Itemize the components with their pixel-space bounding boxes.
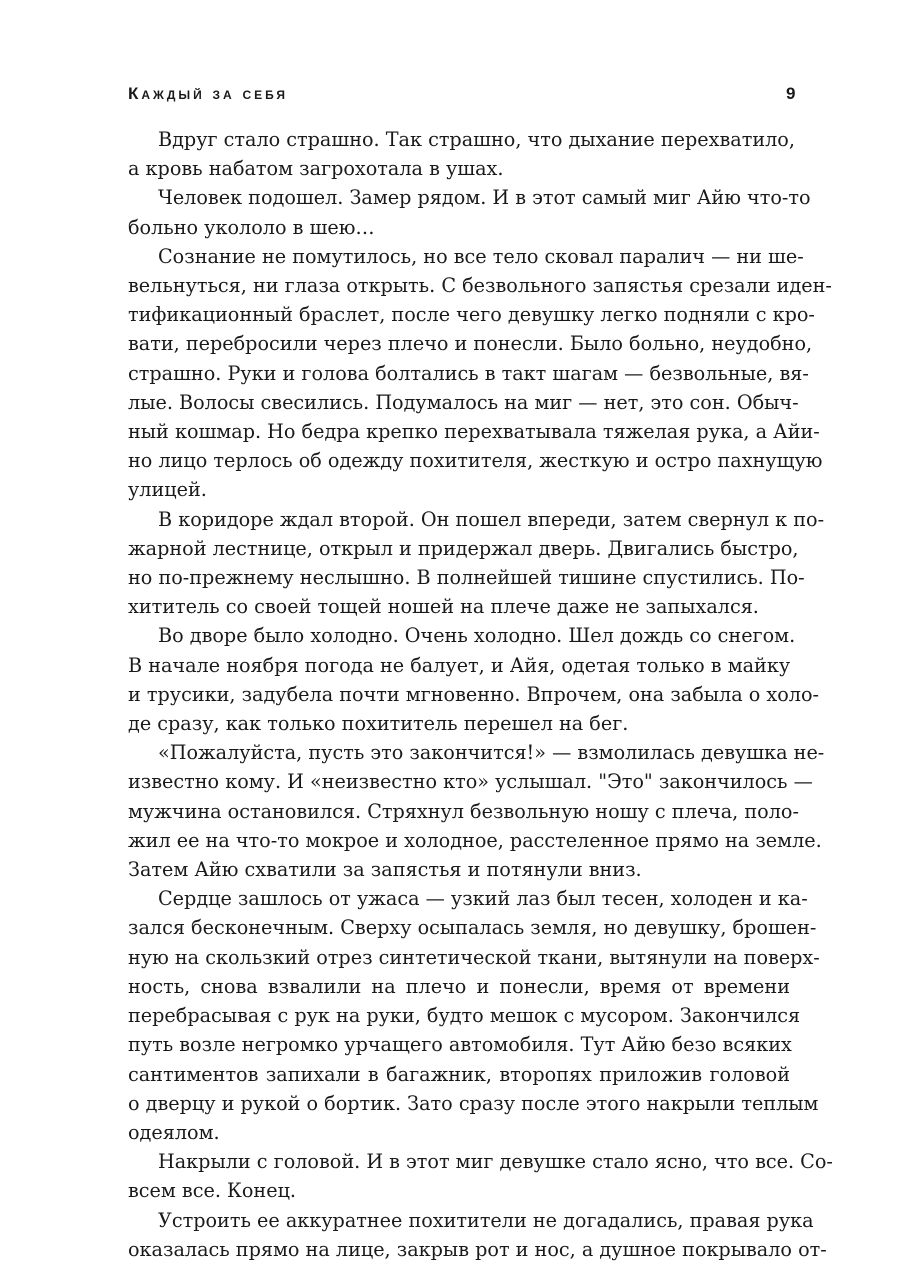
- text-line: перебрасывая с рук на руки, будто мешок с мусором. Закончился: [128, 1004, 801, 1028]
- paragraph: [128, 884, 820, 1147]
- text-line: путь возле негромко урчащего автомобиля. Тут Айю безо всяких: [128, 1033, 792, 1057]
- text-line: хититель со своей тощей ношей на плече даже не запыхался.: [128, 595, 759, 619]
- page-number: 9: [786, 84, 796, 103]
- text-line: ный кошмар. Но бедра крепко перехватывала тяжелая рука, а Айи-: [128, 420, 820, 444]
- paragraph: [128, 125, 795, 183]
- text-line: ную на скользкий отрез синтетической ткани, вытянули на поверх-: [128, 945, 820, 969]
- text-line: страшно. Руки и голова болтались в такт шагам — безвольные, вя-: [128, 361, 809, 385]
- text-line: всем все. Конец.: [128, 1179, 297, 1203]
- paragraph: [128, 1206, 827, 1264]
- text-line: одеялом.: [128, 1120, 220, 1144]
- text-line: и трусики, задубела почти мгновенно. Впрочем, она забыла о холо-: [128, 682, 820, 706]
- text-line: но по-прежнему неслышно. В полнейшей тишине спустились. По-: [128, 566, 805, 590]
- text-line: больно укололо в шею…: [128, 215, 375, 239]
- text-line: тификационный браслет, после чего девушку легко подняли с кро-: [128, 303, 815, 327]
- text-line: Во дворе было холодно. Очень холодно. Шел дождь со снегом.: [158, 624, 796, 648]
- body-text: [128, 125, 833, 1264]
- text-line: жарной лестнице, открыл и придержал дверь. Двигались быстро,: [128, 536, 799, 560]
- text-line: Вдруг стало страшно. Так страшно, что дыхание перехватило,: [158, 128, 795, 151]
- text-line: В коридоре ждал второй. Он пошел впереди, затем свернул к по-: [158, 507, 825, 531]
- text-line: мужчина остановился. Стряхнул безвольную ношу с плеча, поло-: [128, 799, 799, 823]
- text-line: известно кому. И «неизвестно кто» услышал. "Это" закончилось —: [128, 770, 813, 794]
- text-line: о дверцу и рукой о бортик. Зато сразу после этого накрыли теплым: [128, 1091, 819, 1115]
- text-line: ность, снова взвалили на плечо и понесли, время от времени: [128, 974, 790, 998]
- paragraph: [128, 183, 811, 241]
- text-line: Затем Айю схватили за запястья и потянули вниз.: [128, 858, 642, 882]
- text-line: Человек подошел. Замер рядом. И в этот самый миг Айю что-то: [158, 186, 811, 210]
- paragraph: [128, 738, 825, 884]
- text-line: Сердце зашлось от ужаса — узкий лаз был тесен, холоден и ка-: [158, 887, 808, 911]
- text-line: Сознание не помутилось, но все тело сковал паралич — ни ше-: [158, 244, 804, 268]
- paragraph: [128, 621, 820, 738]
- text-line: но лицо терлось об одежду похитителя, жесткую и остро пахнущую: [128, 449, 823, 473]
- text-line: Накрыли с головой. И в этот миг девушке стало ясно, что все. Со-: [158, 1150, 833, 1174]
- text-line: а кровь набатом загрохотала в ушах.: [128, 157, 504, 181]
- text-line: Устроить ее аккуратнее похитители не догадались, правая рука: [158, 1208, 814, 1232]
- text-line: оказалась прямо на лице, закрыв рот и нос, а душное покрывало от-: [128, 1237, 827, 1261]
- running-title: Каждый за себя: [128, 84, 289, 103]
- text-line: лые. Волосы свесились. Подумалось на миг — нет, это сон. Обыч-: [128, 390, 799, 414]
- paragraph: [128, 242, 832, 505]
- text-line: жил ее на что-то мокрое и холодное, расстеленное прямо на земле.: [128, 828, 822, 852]
- text-line: сантиментов запихали в багажник, второпях приложив головой: [128, 1062, 790, 1086]
- text-line: зался бесконечным. Сверху осыпалась земля, но девушку, брошен-: [128, 916, 817, 940]
- paragraph: [128, 505, 825, 622]
- text-line: вельнуться, ни глаза открыть. С безвольного запястья срезали иден-: [128, 274, 832, 298]
- text-line: «Пожалуйста, пусть это закончится!» — взмолилась девушка не-: [158, 741, 825, 765]
- text-line: вати, перебросили через плечо и понесли. Было больно, неудобно,: [128, 332, 813, 356]
- paragraph: [128, 1147, 833, 1205]
- text-line: улицей.: [128, 478, 207, 502]
- text-line: де сразу, как только похититель перешел на бег.: [128, 712, 629, 736]
- text-line: В начале ноября погода не балует, и Айя, одетая только в майку: [128, 653, 791, 677]
